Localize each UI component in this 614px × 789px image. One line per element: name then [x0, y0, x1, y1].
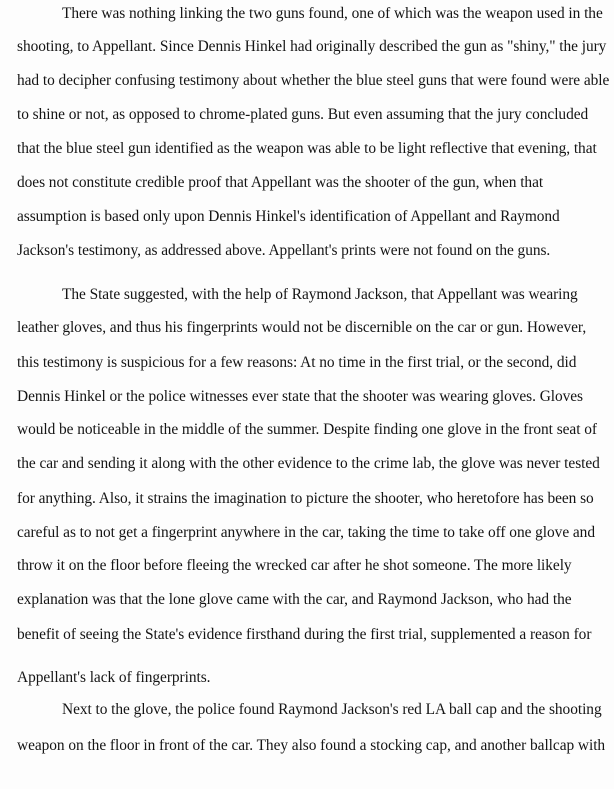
paragraph-1-line-6: does not constitute credible proof that Appellant was the shooter of the gun, when that: [17, 174, 544, 191]
paragraph-2-line-9: throw it on the floor before fleeing the wrecked car after he shot someone. The more likely: [17, 557, 572, 574]
paragraph-2-line-2: leather gloves, and thus his fingerprints would not be discernible on the car or gun. However,: [17, 319, 587, 336]
paragraph-2-line-5: would be noticeable in the middle of the summer. Despite finding one glove in the front seat of: [17, 421, 597, 438]
paragraph-3-line-1: Next to the glove, the police found Raymond Jackson's red LA ball cap and the shooting: [62, 701, 602, 718]
paragraph-2-line-1: The State suggested, with the help of Raymond Jackson, that Appellant was wearing: [62, 286, 578, 303]
paragraph-1-line-7: assumption is based only upon Dennis Hinkel's identification of Appellant and Raymond: [17, 208, 560, 225]
paragraph-1-line-1: There was nothing linking the two guns found, one of which was the weapon used in the: [62, 5, 603, 22]
paragraph-1-line-3: had to decipher confusing testimony about whether the blue steel guns that were found were able: [17, 72, 610, 89]
paragraph-2-line-10: explanation was that the lone glove came with the car, and Raymond Jackson, who had the: [17, 591, 572, 608]
paragraph-2-line-6: the car and sending it along with the other evidence to the crime lab, the glove was never tested: [17, 455, 600, 472]
paragraph-1-line-5: that the blue steel gun identified as the weapon was able to be light reflective that evening, that: [17, 140, 597, 157]
paragraph-3-line-2: weapon on the floor in front of the car. They also found a stocking cap, and another ballcap with: [17, 737, 606, 754]
paragraph-2-line-11: benefit of seeing the State's evidence firsthand during the first trial, supplemented a reason for: [17, 626, 592, 643]
paragraph-1-line-4: to shine or not, as opposed to chrome-plated guns. But even assuming that the jury concluded: [17, 106, 589, 123]
paragraph-2-line-3: this testimony is suspicious for a few reasons: At no time in the first trial, or the second, did: [17, 354, 577, 371]
paragraph-1-line-2: shooting, to Appellant. Since Dennis Hinkel had originally described the gun as "shiny," the jury: [17, 38, 607, 55]
paragraph-2-line-4: Dennis Hinkel or the police witnesses ever state that the shooter was wearing gloves. Gloves: [17, 388, 583, 405]
paragraph-1-line-8: Jackson's testimony, as addressed above. Appellant's prints were not found on the guns.: [17, 242, 551, 259]
paragraph-2-line-7: for anything. Also, it strains the imagination to picture the shooter, who heretofore has been so: [17, 490, 594, 507]
paragraph-2-line-8: careful as to not get a fingerprint anywhere in the car, taking the time to take off one glove and: [17, 524, 595, 541]
paragraph-2-line-12: Appellant's lack of fingerprints.: [17, 669, 211, 686]
